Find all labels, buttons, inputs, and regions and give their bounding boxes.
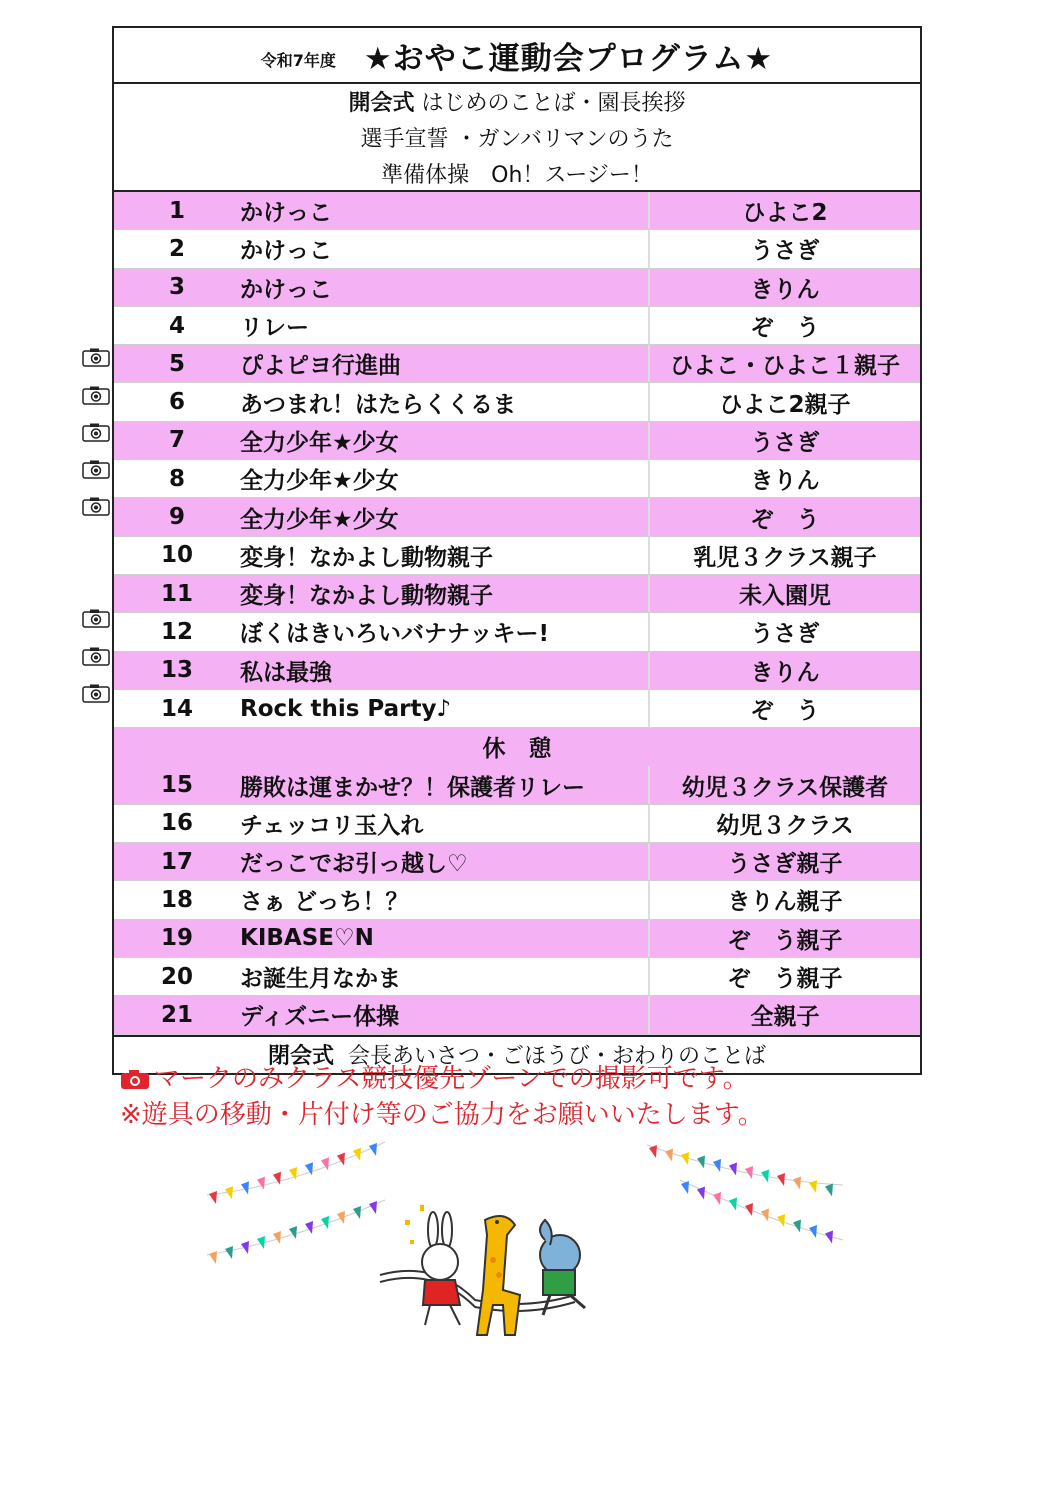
opening-line2: 選手宣誓 ・ガンバリマンのうた: [360, 127, 674, 152]
row-class: ぞ う親子: [648, 920, 920, 957]
row-class: きりん: [648, 652, 920, 689]
flag-icon: [809, 1225, 817, 1238]
row-number: 12: [160, 618, 193, 645]
row-class: ひよこ・ひよこ１親子: [648, 345, 920, 382]
row-event: チェッコリ玉入れ: [240, 812, 424, 839]
row-event: 勝敗は運まかせ？！保護者リレー: [240, 774, 585, 801]
flag-icon: [649, 1145, 657, 1158]
row-event: 全力少年★少女: [240, 468, 399, 495]
row-number: 6: [168, 389, 185, 416]
row-class: きりん親子: [648, 881, 920, 918]
row-class: うさぎ親子: [648, 843, 920, 880]
note-line1: マークのみクラス競技優先ゾーンでの撮影可です。: [154, 1064, 749, 1094]
row-number: 5: [168, 350, 185, 377]
flag-icon: [825, 1231, 833, 1244]
flag-icon: [369, 1143, 377, 1156]
row-event: かけっこ: [240, 238, 332, 265]
flag-icon: [289, 1226, 297, 1239]
flag-icon: [209, 1251, 217, 1264]
row-number: 13: [160, 657, 193, 684]
bunting-right: [645, 1140, 845, 1290]
camera-icon: [82, 460, 110, 479]
row-event: KIBASE♡N: [240, 925, 374, 952]
row-event: かけっこ: [240, 276, 332, 303]
row-event: 私は最強: [240, 659, 332, 686]
row-class: ひよこ2: [648, 192, 920, 229]
camera-icon: [82, 609, 110, 628]
program-row: [114, 690, 920, 728]
flag-icon: [681, 1152, 689, 1165]
animals-illustration: [375, 1200, 610, 1345]
flag-icon: [353, 1148, 361, 1161]
row-number: 4: [168, 312, 185, 339]
row-class: うさぎ: [648, 422, 920, 459]
flag-icon: [225, 1246, 233, 1259]
flag-icon: [305, 1221, 313, 1234]
flag-icon: [665, 1149, 673, 1162]
row-class: ぞ う親子: [648, 958, 920, 995]
program-row: [114, 307, 920, 345]
flag-icon: [209, 1191, 217, 1204]
row-number: 10: [160, 542, 193, 569]
row-class: 全親子: [648, 996, 920, 1033]
program-table: [112, 26, 922, 1075]
title-row: [114, 28, 920, 84]
program-row: [114, 422, 920, 460]
break-label: 休 憩: [482, 736, 552, 763]
row-class: ぞ う: [648, 690, 920, 727]
flag-icon: [697, 1156, 705, 1169]
title-year: 令和7年度: [260, 50, 336, 70]
row-number: 19: [160, 925, 193, 952]
opening-label: 開会式: [348, 91, 415, 116]
break-row: [114, 728, 920, 766]
row-event: ぼくはきいろいバナナッキー!: [240, 621, 550, 648]
camera-icon: [82, 386, 110, 405]
program-row: [114, 996, 920, 1034]
row-class: うさぎ: [648, 230, 920, 267]
row-event: Rock this Party♪: [240, 695, 452, 722]
camera-icon: [82, 647, 110, 666]
row-event: ディズニー体操: [240, 1004, 400, 1031]
row-event: 変身！なかよし動物親子: [240, 544, 493, 571]
bunting-left: [205, 1140, 390, 1300]
camera-icon: [120, 1070, 150, 1090]
row-class: 幼児３クラス保護者: [648, 766, 920, 803]
program-row: [114, 920, 920, 958]
row-event: かけっこ: [240, 200, 332, 227]
row-event: あつまれ！はたらくくるま: [240, 391, 516, 418]
flag-icon: [321, 1216, 329, 1229]
program-row: [114, 613, 920, 651]
program-row: [114, 345, 920, 383]
row-number: 14: [160, 695, 193, 722]
row-number: 3: [168, 274, 185, 301]
flag-icon: [745, 1203, 753, 1216]
row-event: だっこでお引っ越し♡: [240, 851, 468, 878]
flag-icon: [337, 1211, 345, 1224]
row-number: 18: [160, 886, 193, 913]
row-event: 全力少年★少女: [240, 506, 399, 533]
flag-icon: [777, 1173, 785, 1186]
elephant-icon: [540, 1220, 585, 1315]
closing-text: 会長あいさつ・ごほうび・おわりのことば: [348, 1044, 767, 1070]
flag-icon: [681, 1181, 689, 1194]
flag-icon: [793, 1177, 801, 1190]
flag-icon: [809, 1180, 817, 1193]
row-class: ひよこ2親子: [648, 383, 920, 420]
camera-icon: [82, 497, 110, 516]
row-number: 7: [168, 427, 185, 454]
row-number: 17: [160, 848, 193, 875]
camera-icon: [82, 423, 110, 442]
row-class: きりん: [648, 269, 920, 306]
flag-icon: [241, 1241, 249, 1254]
camera-icon: [82, 348, 110, 367]
row-class: 幼児３クラス: [648, 805, 920, 842]
row-class: ぞ う: [648, 498, 920, 535]
note-camera: [120, 1058, 749, 1095]
flag-icon: [729, 1198, 737, 1211]
row-number: 21: [160, 1001, 193, 1028]
flag-icon: [825, 1184, 833, 1197]
program-row: [114, 460, 920, 498]
row-event: リレー: [240, 315, 309, 342]
program-row: [114, 383, 920, 421]
program-row: [114, 958, 920, 996]
row-class: きりん: [648, 460, 920, 497]
flag-icon: [713, 1192, 721, 1205]
note-cooperation: [120, 1094, 764, 1131]
closing-label: 閉会式: [267, 1044, 334, 1070]
row-number: 1: [168, 197, 185, 224]
flag-icon: [273, 1231, 281, 1244]
program-row: [114, 881, 920, 919]
row-number: 16: [160, 810, 193, 837]
row-event: さぁ どっち！？: [240, 889, 409, 916]
program-row: [114, 843, 920, 881]
row-number: 8: [168, 465, 185, 492]
program-row: [114, 575, 920, 613]
flag-icon: [241, 1181, 249, 1194]
program-row: [114, 652, 920, 690]
row-class: ぞ う: [648, 307, 920, 344]
row-event: ぴよピヨ行進曲: [240, 353, 401, 380]
flag-icon: [337, 1153, 345, 1166]
program-row: [114, 498, 920, 536]
row-number: 2: [168, 235, 185, 262]
program-row: [114, 192, 920, 230]
row-class: 未入園児: [648, 575, 920, 612]
page-title: ★おやこ運動会プログラム★: [363, 40, 774, 77]
program-row: [114, 805, 920, 843]
row-event: お誕生月なかま: [240, 966, 401, 993]
rabbit-icon: [422, 1212, 460, 1325]
row-number: 11: [160, 580, 193, 607]
opening-ceremony: [114, 84, 920, 192]
row-class: うさぎ: [648, 613, 920, 650]
flag-icon: [257, 1236, 265, 1249]
opening-line3: 準備体操 Oh！スージー！: [381, 163, 653, 188]
row-number: 15: [160, 772, 193, 799]
row-number: 20: [160, 963, 193, 990]
row-event: 変身！なかよし動物親子: [240, 583, 493, 610]
row-class: 乳児３クラス親子: [648, 537, 920, 574]
camera-icon: [82, 684, 110, 703]
program-row: [114, 766, 920, 804]
program-row: [114, 269, 920, 307]
flag-icon: [257, 1177, 265, 1190]
program-row: [114, 537, 920, 575]
program-row: [114, 230, 920, 268]
opening-line1: はじめのことば・園長挨拶: [421, 91, 686, 116]
row-event: 全力少年★少女: [240, 429, 399, 456]
row-number: 9: [168, 504, 185, 531]
note-line2: ※遊具の移動・片付け等のご協力をお願いいたします。: [120, 1100, 764, 1130]
giraffe-icon: [477, 1216, 520, 1335]
